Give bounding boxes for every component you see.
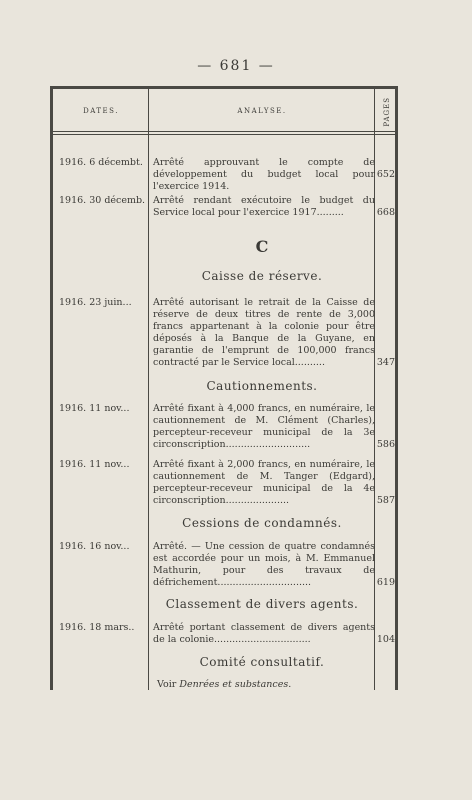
index-table bbox=[50, 86, 398, 690]
header-pages: PAGES bbox=[383, 97, 391, 127]
entry-text: Arrêté fixant à 2,000 francs, en numéraire, le cautionnement de M. Tanger (Edgard), percepteur-receveur municipal de la 4e circonscription..................... bbox=[153, 459, 375, 506]
entry-page: 104 bbox=[376, 634, 395, 645]
entry-page: 347 bbox=[376, 357, 395, 368]
entry-page: 652 bbox=[376, 169, 395, 180]
entry-text: Arrêté approuvant le compte de développement du budget local pour l'exercice 1914. bbox=[153, 157, 375, 192]
section-letter: C bbox=[255, 237, 269, 256]
entry-page: 668 bbox=[376, 207, 395, 218]
entry-date: 1916. 11 nov... bbox=[59, 403, 130, 414]
section-title-classement: Classement de divers agents. bbox=[165, 597, 359, 611]
entry-text: Arrêté portant classement de divers agents de la colonie................................ bbox=[153, 622, 375, 645]
header-analyse: ANALYSE. bbox=[237, 107, 287, 115]
section-title-comite: Comité consultatif. bbox=[199, 655, 325, 669]
entry-page: 587 bbox=[376, 495, 395, 506]
section-title-cautionnements: Cautionnements. bbox=[206, 379, 318, 393]
entry-text: Arrêté. — Une cession de quatre condamnés est accordée pour un mois, à M. Emmanuel Mathurin, pour des travaux de défrichement............................... bbox=[153, 541, 375, 588]
entry-date: 1916. 18 mars.. bbox=[59, 622, 135, 633]
entry-text: Arrêté fixant à 4,000 francs, en numéraire, le cautionnement de M. Clément (Charles), percepteur-receveur municipal de la 3e circonscription............................ bbox=[153, 403, 375, 450]
cross-reference-prefix: Voir bbox=[157, 679, 177, 690]
entry-text: Arrêté rendant exécutoire le budget du Service local pour l'exercice 1917......... bbox=[153, 195, 375, 218]
entry-text: Arrêté autorisant le retrait de la Caisse de réserve de deux titres de rente de 3,000 francs appartenant à la colonie pour être déposés à la Banque de la Guyane, en garantie de l'emprunt de 100,000 francs contracté par le Service local.......... bbox=[153, 297, 375, 368]
header-rule bbox=[53, 134, 395, 135]
entry-page: 586 bbox=[376, 439, 395, 450]
page-number: — 681 — bbox=[197, 58, 275, 74]
cross-reference bbox=[157, 679, 291, 690]
entry-date: 1916. 6 décembt. bbox=[59, 157, 143, 168]
entry-page: 619 bbox=[376, 577, 395, 588]
cross-reference-target: Denrées et substances. bbox=[179, 679, 292, 690]
header-dates: DATES. bbox=[83, 107, 119, 115]
entry-date: 1916. 11 nov... bbox=[59, 459, 130, 470]
section-title-cessions: Cessions de condamnés. bbox=[182, 516, 342, 530]
entry-date: 1916. 30 décemb. bbox=[59, 195, 146, 206]
entry-date: 1916. 23 juin... bbox=[59, 297, 132, 308]
section-title-caisse: Caisse de réserve. bbox=[201, 269, 323, 283]
entry-date: 1916. 16 nov... bbox=[59, 541, 130, 552]
table-header bbox=[53, 89, 395, 132]
